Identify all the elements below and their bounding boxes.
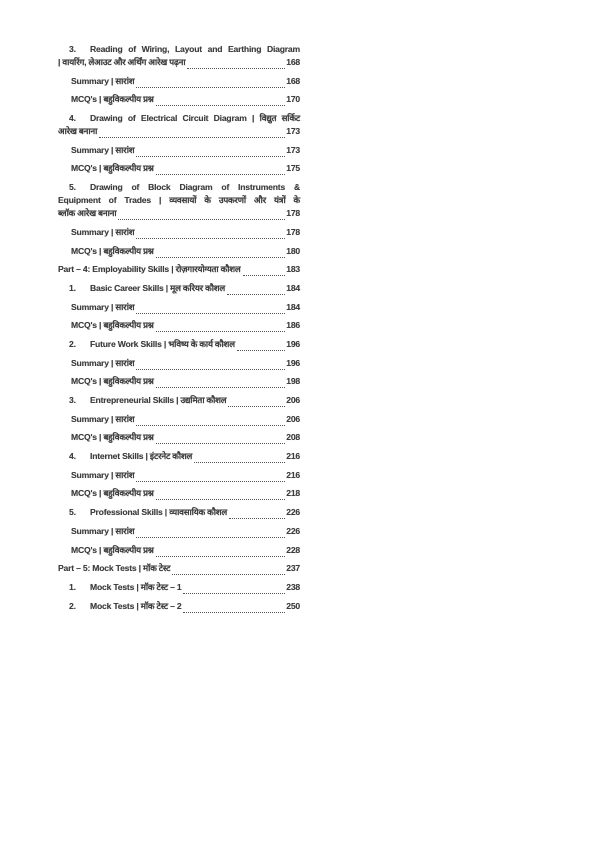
toc-item-number: 2. — [69, 600, 76, 611]
table-of-contents — [58, 43, 300, 613]
toc-row — [58, 112, 300, 125]
toc-entry-label: Internet Skills | इंटरनेट कौशल — [90, 451, 193, 462]
toc-entry-label: Part – 5: Mock Tests | मॉक टेस्ट — [58, 563, 171, 574]
dot-leader — [194, 459, 285, 464]
toc-entry-label: MCQ's | बहुविकल्पीय प्रश्न — [71, 163, 154, 174]
toc-entry-label: Summary | सारांश — [71, 525, 135, 536]
toc-row — [58, 125, 300, 138]
dot-leader — [228, 403, 285, 408]
dot-leader — [118, 216, 285, 221]
toc-page-number: 196 — [286, 357, 300, 368]
toc-row — [58, 93, 300, 106]
dot-leader — [136, 309, 285, 314]
toc-entry-label: MCQ's | बहुविकल्पीय प्रश्न — [71, 320, 154, 331]
toc-row — [58, 487, 300, 500]
dot-leader — [237, 346, 285, 351]
toc-row — [58, 581, 300, 594]
toc-entry-label: Summary | सारांश — [71, 226, 135, 237]
toc-row — [58, 506, 300, 519]
toc-row — [58, 245, 300, 258]
dot-leader — [136, 477, 285, 482]
toc-entry-label: MCQ's | बहुविकल्पीय प्रश्न — [71, 432, 154, 443]
toc-page-number: 206 — [286, 413, 300, 424]
dot-leader — [156, 496, 286, 501]
toc-item-number: 1. — [69, 282, 76, 293]
toc-entry-label: Entrepreneurial Skills | उद्यमिता कौशल — [90, 395, 227, 405]
toc-row — [58, 600, 300, 613]
toc-row — [58, 301, 300, 314]
toc-item-number: 3. — [69, 44, 76, 54]
toc-entry-label: MCQ's | बहुविकल्पीय प्रश्न — [71, 94, 154, 105]
toc-row — [58, 162, 300, 175]
dot-leader — [156, 440, 286, 445]
toc-row — [58, 181, 300, 194]
toc-entry-label: MCQ's | बहुविकल्पीय प्रश्न — [71, 245, 154, 256]
toc-entry-label: आरेख बनाना — [58, 126, 98, 137]
toc-entry-label: Mock Tests | मॉक टेस्ट – 1 — [90, 581, 182, 592]
toc-entry-label: MCQ's | बहुविकल्पीय प्रश्न — [71, 376, 154, 387]
toc-row — [58, 56, 300, 69]
toc-row — [58, 226, 300, 239]
toc-entry-label: Basic Career Skills | मूल करियर कौशल — [90, 282, 226, 293]
toc-entry-label: Reading of Wiring, Layout and Earthing Diagram — [90, 44, 300, 54]
toc-page-number: 184 — [286, 301, 300, 312]
toc-page-number: 168 — [286, 57, 300, 67]
dot-leader — [187, 65, 285, 70]
dot-leader — [99, 134, 285, 139]
toc-page-number: 173 — [286, 144, 300, 155]
toc-page-number: 196 — [286, 338, 300, 349]
dot-leader — [156, 328, 286, 333]
toc-entry-label: Summary | सारांश — [71, 413, 135, 424]
toc-row — [58, 450, 300, 463]
toc-row — [58, 144, 300, 157]
toc-page-number: 226 — [286, 507, 300, 518]
toc-page-number: 206 — [286, 395, 300, 405]
toc-row — [58, 375, 300, 388]
dot-leader — [243, 272, 286, 277]
toc-row — [58, 562, 300, 575]
toc-item-number: 5. — [69, 507, 76, 518]
toc-page-number: 180 — [286, 245, 300, 256]
toc-item-number: 2. — [69, 338, 76, 349]
toc-row — [58, 469, 300, 482]
toc-page-number: 173 — [286, 126, 300, 137]
toc-entry-label: Drawing of Block Diagram of Instruments & — [90, 182, 300, 193]
toc-entry-label: | वायरिंग, लेआउट और अर्थिंग आरेख पढ़ना — [58, 57, 186, 67]
dot-leader — [156, 384, 286, 389]
toc-row — [58, 544, 300, 557]
dot-leader — [136, 421, 285, 426]
toc-page-number: 184 — [286, 282, 300, 293]
toc-item-number: 3. — [69, 395, 76, 405]
toc-entry-label: Summary | सारांश — [71, 469, 135, 480]
toc-item-number: 5. — [69, 182, 76, 193]
toc-entry-label: Professional Skills | व्यावसायिक कौशल — [90, 507, 228, 518]
toc-page-number: 216 — [286, 469, 300, 480]
toc-entry-label: Part – 4: Employability Skills | रोज़गारयोग्यता कौशल — [58, 264, 241, 275]
toc-page-number: 186 — [286, 320, 300, 331]
toc-row — [58, 207, 300, 220]
toc-row — [58, 75, 300, 88]
toc-row — [58, 413, 300, 426]
dot-leader — [183, 589, 285, 594]
toc-page-number: 198 — [286, 376, 300, 387]
toc-entry-label: Equipment of Trades | व्यवसायों के उपकरणों और यंत्रों के — [58, 195, 300, 206]
toc-entry-label: Future Work Skills | भविष्य के कार्य कौशल — [90, 338, 235, 349]
toc-row — [58, 525, 300, 538]
toc-item-number: 1. — [69, 581, 76, 592]
toc-page-number: 238 — [286, 581, 300, 592]
toc-entry-label: Summary | सारांश — [71, 75, 135, 86]
toc-entry-label: Drawing of Electrical Circuit Diagram | विद्युत सर्किट — [90, 113, 300, 124]
toc-row — [58, 338, 300, 351]
toc-row — [58, 282, 300, 295]
dot-leader — [136, 83, 285, 88]
dot-leader — [172, 571, 285, 576]
toc-page-number: 168 — [286, 75, 300, 86]
toc-entry-label: Summary | सारांश — [71, 301, 135, 312]
toc-page-number: 226 — [286, 525, 300, 536]
dot-leader — [156, 552, 286, 557]
toc-item-number: 4. — [69, 113, 76, 124]
toc-page-number: 228 — [286, 544, 300, 555]
dot-leader — [227, 290, 285, 295]
toc-entry-label: MCQ's | बहुविकल्पीय प्रश्न — [71, 544, 154, 555]
dot-leader — [156, 171, 286, 176]
toc-page-number: 237 — [286, 563, 300, 574]
toc-row — [58, 263, 300, 276]
toc-row — [58, 357, 300, 370]
toc-page-number: 218 — [286, 488, 300, 499]
toc-row — [58, 319, 300, 332]
toc-page-number: 170 — [286, 94, 300, 105]
toc-row — [58, 394, 300, 407]
toc-page-number: 183 — [286, 264, 300, 275]
toc-page-number: 178 — [286, 226, 300, 237]
toc-item-number: 4. — [69, 451, 76, 462]
dot-leader — [229, 515, 285, 520]
dot-leader — [136, 152, 285, 157]
dot-leader — [156, 253, 286, 258]
dot-leader — [136, 365, 285, 370]
dot-leader — [136, 533, 285, 538]
dot-leader — [136, 234, 285, 239]
toc-page-number: 175 — [286, 163, 300, 174]
toc-page-number: 250 — [286, 600, 300, 611]
toc-entry-label: MCQ's | बहुविकल्पीय प्रश्न — [71, 488, 154, 499]
toc-entry-label: Summary | सारांश — [71, 357, 135, 368]
dot-leader — [183, 608, 285, 613]
toc-page-number: 216 — [286, 451, 300, 462]
toc-row — [58, 431, 300, 444]
toc-entry-label: Mock Tests | मॉक टेस्ट – 2 — [90, 600, 182, 611]
dot-leader — [156, 102, 286, 107]
toc-entry-label: Summary | सारांश — [71, 144, 135, 155]
toc-page-number: 208 — [286, 432, 300, 443]
toc-row — [58, 43, 300, 56]
toc-page-number: 178 — [286, 208, 300, 219]
toc-entry-label: ब्लॉक आरेख बनाना — [58, 208, 117, 219]
toc-row — [58, 194, 300, 207]
